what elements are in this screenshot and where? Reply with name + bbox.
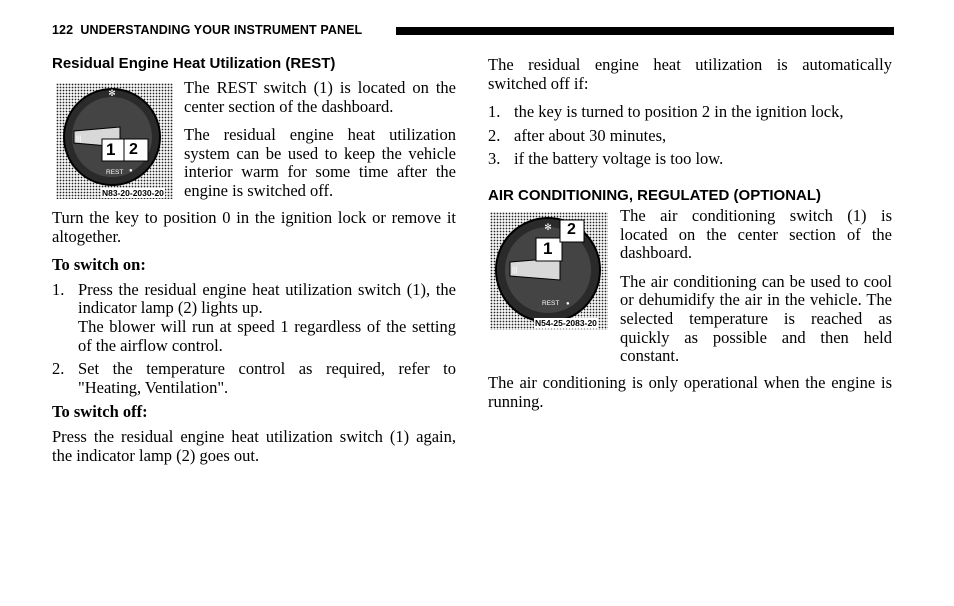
switch-off-text: Press the residual engine heat utilization switch (1) again, the indicator lamp (2) goes out. — [52, 426, 456, 465]
switch-on-label: To switch on: — [52, 255, 146, 275]
rest-text-block — [184, 79, 456, 201]
list-item: 3. if the battery voltage is too low. — [488, 149, 724, 169]
rest-body — [52, 209, 456, 465]
svg-text:|||: ||| — [76, 136, 82, 143]
svg-text:●: ● — [566, 301, 570, 307]
switch-on-list — [52, 281, 456, 398]
fan-icon: ✻ — [544, 223, 552, 233]
knob-rest-label: REST — [106, 169, 124, 176]
callout-2: 2 — [567, 221, 576, 238]
page-number: 122 — [52, 23, 74, 37]
ac-text-block — [620, 207, 892, 366]
svg-text:●: ● — [129, 168, 133, 174]
page-header — [52, 22, 894, 40]
auto-off-block — [488, 56, 892, 169]
figure-caption: N83-20-2030-20 — [102, 188, 164, 198]
rest-switch-figure — [56, 83, 173, 199]
ac-switch-figure — [490, 212, 608, 330]
figure-caption: N54-25-2083-20 — [535, 318, 597, 328]
ac-footer — [488, 374, 892, 411]
ac-operation-note: The air conditioning is only operational when the engine is running. — [488, 373, 892, 411]
svg-text:|||: ||| — [512, 267, 518, 274]
header-rule — [396, 27, 894, 35]
rest-heading: Residual Engine Heat Utilization (REST) — [52, 55, 336, 72]
ignition-instruction: Turn the key to position 0 in the ignition lock or remove it altogether. — [52, 208, 456, 246]
callout-1: 1 — [106, 140, 116, 159]
callout-1: 1 — [543, 239, 553, 258]
header-title — [52, 23, 362, 37]
rest-description-text: The residual engine heat utilization system can be used to keep the vehicle interior warm for some time after the engine is switched off. — [184, 125, 456, 200]
rest-location-text: The REST switch (1) is located on the center section of the dashboard. — [184, 78, 456, 116]
list-item: 2. Set the temperature control as required, refer to "Heating, Ventilation". — [52, 359, 456, 397]
ac-description-text: The air conditioning can be used to cool or dehumidify the air in the vehicle. The selected temperature is reached as quickly as possible and then held constant. — [620, 271, 892, 366]
fan-icon: ✻ — [108, 89, 116, 99]
knob-rest-label: REST — [542, 300, 560, 307]
list-item: 1. Press the residual engine heat utilization switch (1), the indicator lamp (2) lights up. The blower will run at speed 1 regardless of the setting of the airflow control. — [52, 279, 456, 355]
section-title: UNDERSTANDING YOUR INSTRUMENT PANEL — [80, 23, 363, 37]
ac-location-text: The air conditioning switch (1) is located on the center section of the dashboard. — [620, 206, 892, 263]
auto-off-intro: The residual engine heat utilization is automatically switched off if: — [488, 55, 892, 93]
ac-heading: AIR CONDITIONING, REGULATED (OPTIONAL) — [488, 187, 822, 204]
switch-off-label: To switch off: — [52, 402, 148, 422]
knob-illustration — [490, 212, 608, 330]
list-item: 1. the key is turned to position 2 in the ignition lock, — [488, 102, 844, 122]
auto-off-list — [488, 103, 892, 169]
callout-2: 2 — [129, 141, 138, 158]
list-item: 2. after about 30 minutes, — [488, 125, 667, 145]
